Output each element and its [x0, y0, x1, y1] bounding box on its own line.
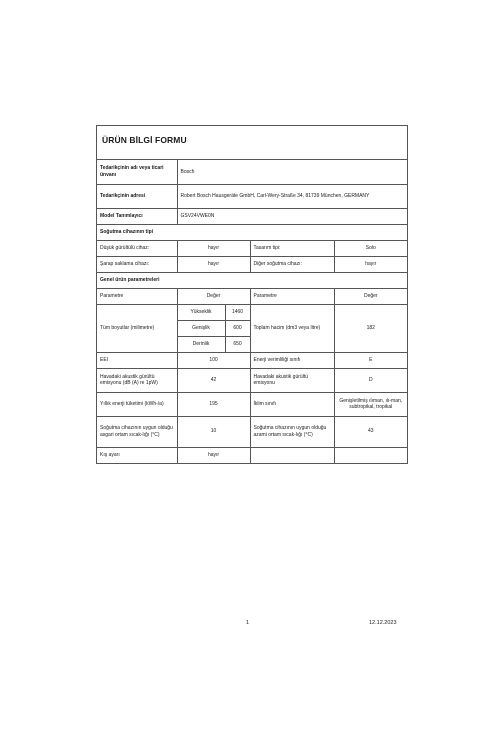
- min-ambient-temp-label: Soğutma cihazının uygun olduğu asgari ortam sıcak-lığı (°C): [97, 416, 177, 447]
- table-row: [97, 392, 407, 416]
- table-row: [97, 184, 407, 208]
- table-row: [97, 272, 407, 288]
- table-row: [97, 368, 407, 392]
- max-ambient-temp-value: 43: [334, 416, 407, 447]
- energy-class-label: Enerji verimliliği sınıfı: [250, 352, 334, 368]
- table-row: [97, 304, 407, 320]
- width-label: Genişlik: [177, 320, 225, 336]
- design-type-label: Tasarım tipi:: [250, 240, 334, 256]
- page-number: 1: [246, 620, 250, 626]
- total-volume-value: 182: [334, 304, 407, 352]
- model-value: GSV24VWE0N: [177, 208, 407, 224]
- wine-storage-label: Şarap saklama cihazı:: [97, 256, 177, 272]
- empty-cell: [250, 447, 334, 463]
- supplier-name-label: Tedarikçinin adı veya ticari ünvanı: [97, 160, 177, 184]
- total-volume-label: Toplam hacim (dm3 veya litre): [250, 304, 334, 352]
- table-row: [97, 447, 407, 463]
- supplier-address-label: Tedarikçinin adresi: [97, 184, 177, 208]
- design-type-value: Solo: [334, 240, 407, 256]
- annual-energy-label: Yıllık enerji tüketimi (kWh-/a): [97, 392, 177, 416]
- table-row: [97, 288, 407, 304]
- form-title: ÜRÜN BİLGİ FORMU: [102, 135, 187, 145]
- eei-label: EEI: [97, 352, 177, 368]
- noise-emission-label: Havadaki akustik gürültü emisyonu (dB (A) re 1pW): [97, 368, 177, 392]
- column-header-parameter: Parametre: [97, 288, 177, 304]
- annual-energy-value: 195: [177, 392, 250, 416]
- table-row: [97, 416, 407, 447]
- min-ambient-temp-value: 10: [177, 416, 250, 447]
- empty-cell: [334, 447, 407, 463]
- form-header: [97, 126, 407, 160]
- winter-setting-value: hayır: [177, 447, 250, 463]
- height-value: 1460: [225, 304, 250, 320]
- product-info-form: [96, 125, 408, 464]
- noise-class-value: D: [334, 368, 407, 392]
- table-row: [97, 208, 407, 224]
- energy-class-value: E: [334, 352, 407, 368]
- table-row: [97, 256, 407, 272]
- other-cooling-value: hayır: [334, 256, 407, 272]
- table-row: [97, 240, 407, 256]
- winter-setting-label: Kış ayarı: [97, 447, 177, 463]
- depth-value: 650: [225, 336, 250, 352]
- low-noise-label: Düşük gürültülü cihaz:: [97, 240, 177, 256]
- product-info-table: [97, 160, 407, 463]
- table-row: [97, 224, 407, 240]
- column-header-value: Değer: [177, 288, 250, 304]
- max-ambient-temp-label: Soğutma cihazının uygun olduğu azami ortam sıcak-lığı (°C): [250, 416, 334, 447]
- supplier-name-value: Bosch: [177, 160, 407, 184]
- eei-value: 100: [177, 352, 250, 368]
- other-cooling-label: Diğer soğutma cihazı:: [250, 256, 334, 272]
- model-label: Model Tanımlayıcı: [97, 208, 177, 224]
- height-label: Yükseklik: [177, 304, 225, 320]
- noise-emission-value: 42: [177, 368, 250, 392]
- climate-class-label: İklim sınıfı: [250, 392, 334, 416]
- wine-storage-value: hayır: [177, 256, 250, 272]
- table-row: [97, 160, 407, 184]
- general-params-header: Genel ürün parametreleri: [97, 272, 407, 288]
- supplier-address-value: Robert Bosch Hausgeräte GmbH, Carl-Wery-Straße 34, 81739 München, GERMANY: [177, 184, 407, 208]
- noise-class-label: Havadaki akustik gürültü emisyonu: [250, 368, 334, 392]
- table-row: [97, 352, 407, 368]
- width-value: 600: [225, 320, 250, 336]
- footer-date: 12.12.2023: [369, 620, 397, 626]
- column-header-value: Değer: [334, 288, 407, 304]
- device-type-header: Soğutma cihazının tipi: [97, 224, 407, 240]
- low-noise-value: hayır: [177, 240, 250, 256]
- column-header-parameter: Parametre: [250, 288, 334, 304]
- depth-label: Derinlik: [177, 336, 225, 352]
- climate-class-value: Genişletilmiş ılıman, ılı-man, subtropikal, tropikal: [334, 392, 407, 416]
- dimensions-label: Tüm boyutlar (milimetre): [97, 304, 177, 352]
